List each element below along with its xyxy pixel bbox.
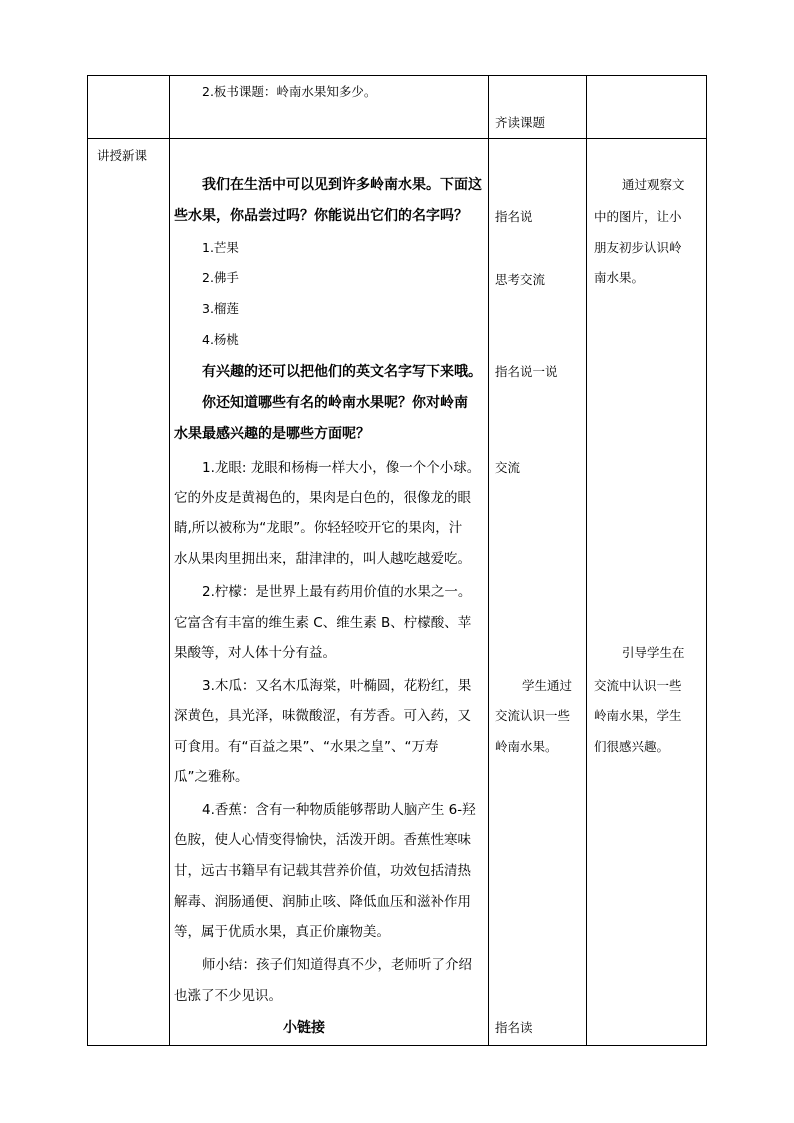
student-activity-line: 指名说 bbox=[495, 209, 533, 224]
design-purpose-line: 南水果。 bbox=[594, 270, 645, 285]
content-line: 解毒、润肠通便、润肺止咳、降低血压和滋补作用 bbox=[174, 894, 471, 910]
content-line: 它富含有丰富的维生素 C、维生素 B、柠檬酸、苹 bbox=[174, 615, 472, 631]
content-line: 我们在生活中可以见到许多岭南水果。下面这 bbox=[202, 177, 482, 193]
table-row bbox=[88, 76, 707, 139]
student-activity-line: 交流 bbox=[495, 460, 521, 475]
stage-label: 讲授新课 bbox=[97, 148, 148, 163]
content-line: 有兴趣的还可以把他们的英文名字写下来哦。 bbox=[202, 364, 482, 380]
content-line: 睛,所以被称为“龙眼”。你轻轻咬开它的果肉，汁 bbox=[174, 520, 463, 536]
content-line: 3.木瓜：又名木瓜海棠，叶椭圆，花粉红，果 bbox=[202, 678, 472, 694]
student-activity-line: 学生通过 bbox=[522, 678, 573, 693]
content-line: 水果最感兴趣的是哪些方面呢？ bbox=[174, 426, 370, 442]
content-line: 3.榴莲 bbox=[202, 301, 239, 316]
content-line: 1.芒果 bbox=[202, 240, 239, 255]
content-line: 2.柠檬：是世界上最有药用价值的水果之一。 bbox=[202, 584, 472, 600]
design-purpose-line: 们很感兴趣。 bbox=[594, 739, 670, 754]
row1-content-text: 2.板书课题：岭南水果知多少。 bbox=[202, 84, 377, 99]
design-purpose-line: 中的图片，让小 bbox=[594, 209, 682, 224]
student-activity-line: 思考交流 bbox=[495, 272, 546, 287]
student-activity-line: 指名读 bbox=[495, 1020, 533, 1035]
content-line: 些水果，你品尝过吗？你能说出它们的名字吗？ bbox=[174, 208, 468, 224]
content-line: 可食用。有“百益之果”、“水果之皇”、“万寿 bbox=[174, 739, 439, 755]
purpose-cell bbox=[586, 76, 706, 139]
content-line: 4.香蕉：含有一种物质能够帮助人脑产生 6-羟 bbox=[202, 802, 476, 818]
content-line: 它的外皮是黄褐色的，果肉是白色的，很像龙的眼 bbox=[174, 490, 471, 506]
content-line: 1.龙眼: 龙眼和杨梅一样大小，像一个个小球。 bbox=[202, 460, 481, 476]
content-line: 你还知道哪些有名的岭南水果呢？你对岭南 bbox=[202, 395, 468, 411]
design-purpose-line: 岭南水果，学生 bbox=[594, 708, 682, 723]
content-line: 小链接 bbox=[283, 1020, 325, 1036]
content-line: 色胺，使人心情变得愉快，活泼开朗。香蕉性寒味 bbox=[174, 832, 471, 848]
design-purpose-line: 朋友初步认识岭 bbox=[594, 240, 682, 255]
design-purpose-line: 交流中认识一些 bbox=[594, 678, 682, 693]
stage-cell bbox=[88, 76, 170, 139]
design-purpose-line: 通过观察文 bbox=[622, 177, 685, 192]
content-line: 深黄色，具光泽，味微酸涩，有芳香。可入药，又 bbox=[174, 708, 471, 724]
content-line: 2.佛手 bbox=[202, 270, 239, 285]
content-line: 瓜”之雅称。 bbox=[174, 769, 249, 785]
content-line: 果酸等，对人体十分有益。 bbox=[174, 645, 336, 661]
stage-cell bbox=[88, 139, 170, 1046]
content-line: 师小结：孩子们知道得真不少，老师听了介绍 bbox=[202, 957, 472, 973]
row1-student-text: 齐读课题 bbox=[495, 115, 546, 130]
content-line: 也涨了不少见识。 bbox=[174, 988, 282, 1004]
content-line: 甘，远古书籍早有记载其营养价值，功效包括清热 bbox=[174, 863, 471, 879]
student-activity-line: 岭南水果。 bbox=[495, 739, 558, 754]
content-line: 水从果肉里拥出来，甜津津的，叫人越吃越爱吃。 bbox=[174, 551, 471, 567]
content-line: 等，属于优质水果，真正价廉物美。 bbox=[174, 924, 390, 940]
student-activity-line: 指名说一说 bbox=[495, 364, 558, 379]
student-activity-line: 交流认识一些 bbox=[495, 708, 571, 723]
design-purpose-line: 引导学生在 bbox=[622, 645, 685, 660]
content-line: 4.杨桃 bbox=[202, 332, 239, 347]
